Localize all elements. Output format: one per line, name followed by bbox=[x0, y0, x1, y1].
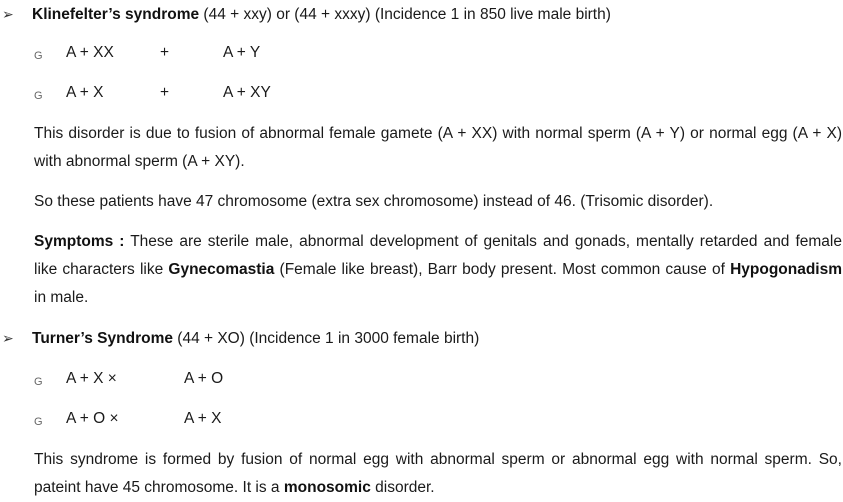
turner-paragraph bbox=[34, 446, 842, 502]
klinefelter-paragraph-fusion: This disorder is due to fusion of abnormal female gamete (A + XX) with normal sperm (A + Y) or normal egg (A + X) with abnormal sperm (A + XY). bbox=[34, 125, 842, 170]
female-gamete: A + O × bbox=[66, 410, 119, 427]
female-gamete: A + X × bbox=[66, 370, 117, 387]
gamete-label: G bbox=[34, 416, 43, 428]
arrow-bullet-icon: ➢ bbox=[2, 331, 14, 347]
monosomic-term: monosomic bbox=[283, 479, 371, 496]
turner-detail: (44 + XO) (Incidence 1 in 3000 female birth) bbox=[177, 330, 480, 347]
klinefelter-heading bbox=[2, 4, 611, 26]
turner-text-2: disorder. bbox=[370, 479, 435, 496]
male-gamete: A + X bbox=[184, 410, 222, 427]
female-gamete: A + XX bbox=[66, 44, 114, 61]
symptoms-label: Symptoms : bbox=[34, 233, 125, 250]
gamete-label: G bbox=[34, 90, 43, 102]
turner-heading bbox=[2, 328, 479, 350]
gynecomastia-term: Gynecomastia bbox=[168, 261, 275, 278]
gamete-label: G bbox=[34, 376, 43, 388]
klinefelter-title: Klinefelter’s syndrome bbox=[32, 6, 200, 23]
arrow-bullet-icon: ➢ bbox=[2, 7, 14, 23]
klinefelter-paragraph-chromosome: So these patients have 47 chromosome (extra sex chromosome) instead of 46. (Trisomic disorder). bbox=[34, 193, 714, 210]
klinefelter-symptoms bbox=[34, 228, 842, 312]
symptoms-text-1: These are sterile male, abnormal development of genitals and gonads, mentally retarded and female like characters like bbox=[34, 233, 842, 278]
female-gamete: A + X bbox=[66, 84, 104, 101]
plus-sign: + bbox=[160, 84, 170, 101]
gamete-label: G bbox=[34, 50, 43, 62]
male-gamete: A + Y bbox=[223, 44, 261, 61]
male-gamete: A + O bbox=[184, 370, 224, 387]
symptoms-text-2: (Female like breast), Barr body present. Most common cause of bbox=[274, 261, 731, 278]
klinefelter-detail: (44 + xxy) or (44 + xxxy) (Incidence 1 in 850 live male birth) bbox=[203, 6, 611, 23]
symptoms-text-3: in male. bbox=[34, 289, 89, 306]
turner-title: Turner’s Syndrome bbox=[32, 330, 173, 347]
male-gamete: A + XY bbox=[223, 84, 271, 101]
plus-sign: + bbox=[160, 44, 170, 61]
turner-text-1: This syndrome is formed by fusion of normal egg with abnormal sperm or abnormal egg with normal sperm. So, pateint have 45 chromosome. It is a bbox=[34, 451, 842, 496]
hypogonadism-term: Hypogonadism bbox=[730, 261, 843, 278]
